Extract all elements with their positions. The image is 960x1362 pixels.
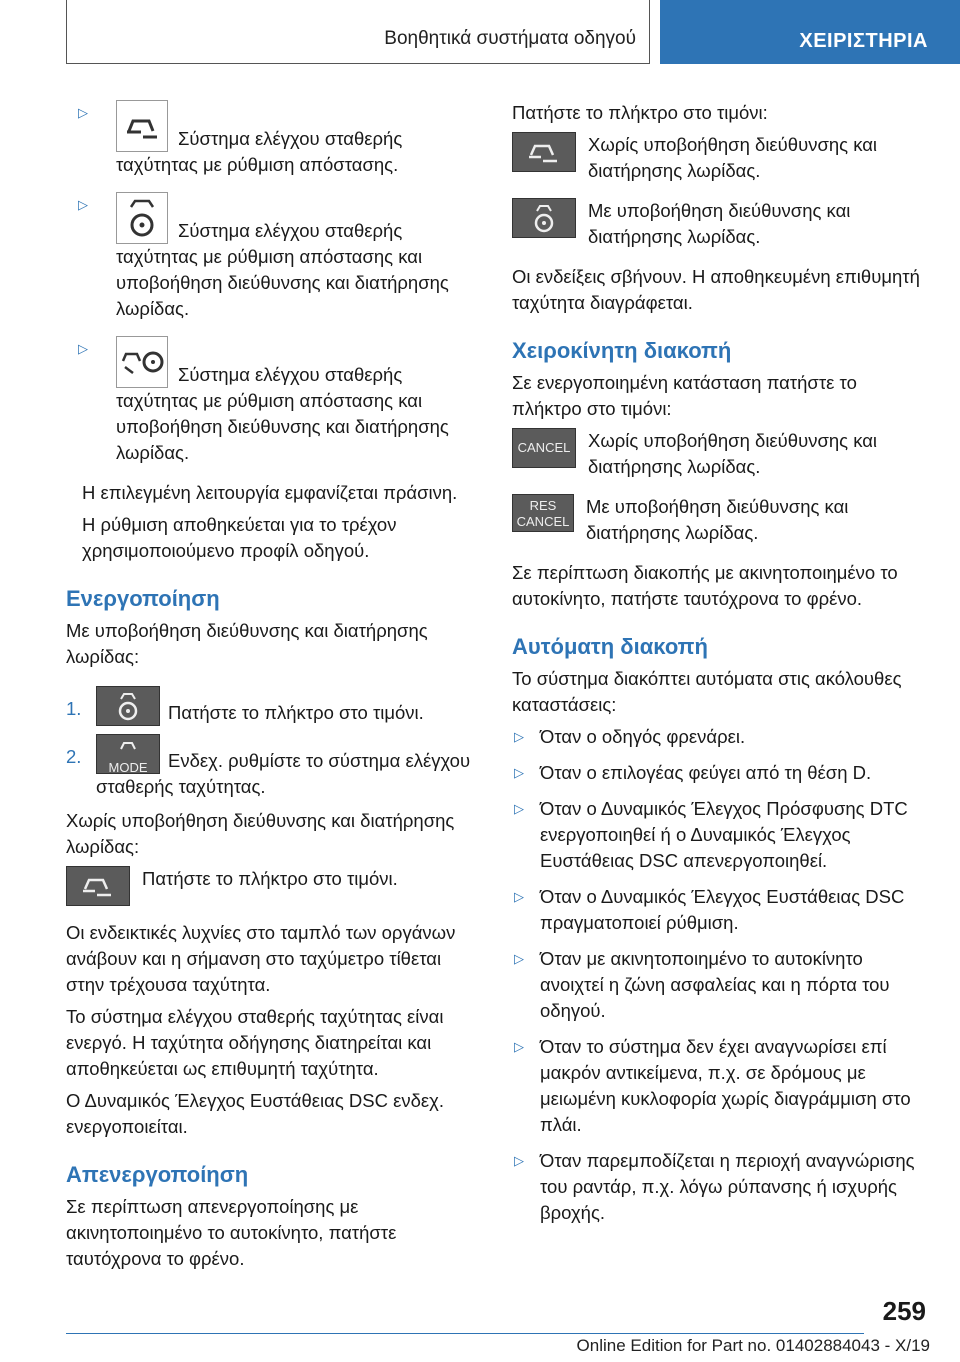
button-row	[512, 132, 928, 184]
mode-item	[66, 192, 480, 322]
res-cancel-button-icon	[512, 494, 574, 532]
button-row	[512, 198, 928, 250]
mode-item-text: Σύστημα ελέγχου σταθερής ταχύτητας με ρύθμιση απόστασης και υποβοήθηση διεύθυνσης και διατήρησης λωρίδας.	[116, 220, 449, 319]
distance-button-icon	[66, 866, 130, 906]
bullet-triangle-icon: ▷	[514, 889, 524, 904]
press-after: Οι ενδείξεις σβήνουν. Η αποθηκευμένη επιθυμητή ταχύτητα διαγράφεται.	[512, 266, 920, 313]
auto-item	[512, 946, 928, 1024]
left-column	[66, 100, 480, 1278]
chapter-tab[interactable]	[660, 0, 960, 64]
distance-button-icon	[512, 132, 576, 172]
deactivation-text: Σε περίπτωση απενεργοποίησης με ακινητοποιημένο το αυτοκίνητο, πατήστε ταυτόχρονα το φρένο.	[66, 1196, 397, 1269]
chapter-tab-label: ΧΕΙΡΙΣΤΗΡΙΑ	[799, 30, 928, 52]
selected-note: Η επιλεγμένη λειτουργία εμφανίζεται πράσινη.	[82, 482, 458, 503]
manual-heading: Χειροκίνητη διακοπή	[512, 338, 732, 363]
auto-item	[512, 724, 928, 750]
press-without-text: Χωρίς υποβοήθηση διεύθυνσης και διατήρησης λωρίδας.	[588, 134, 878, 181]
mode-item-text: Σύστημα ελέγχου σταθερής ταχύτητας με ρύθμιση απόστασης και υποβοήθηση διεύθυνσης και διατήρησης λωρίδας.	[116, 364, 449, 463]
deactivation-heading: Απενεργοποίηση	[66, 1162, 249, 1187]
step-item	[66, 686, 480, 726]
activation-para: Ο Δυναμικός Έλεγχος Ευστάθειας DSC ενδεχ. ενεργοποιείται.	[66, 1090, 444, 1137]
step-number: 1.	[66, 698, 82, 719]
bullet-triangle-icon: ▷	[514, 801, 524, 816]
button-row	[512, 428, 928, 480]
res-label: RES	[529, 498, 557, 513]
step-number: 2.	[66, 746, 82, 767]
bullet-triangle-icon: ▷	[514, 765, 524, 780]
manual-without-text: Χωρίς υποβοήθηση διεύθυνσης και διατήρησης λωρίδας.	[588, 430, 878, 477]
cancel-label: CANCEL	[517, 440, 571, 455]
mode-button-icon	[96, 734, 160, 774]
manual-intro: Σε ενεργοποιημένη κατάσταση πατήστε το πλήκτρο στο τιμόνι:	[512, 372, 857, 419]
auto-item-text: Όταν παρεμποδίζεται η περιοχή αναγνώρισης του ραντάρ, π.χ. λόγω ρύπανσης ή ισχυρής βροχής.	[540, 1150, 915, 1223]
edition-footer: Online Edition for Part no. 01402884043 - X/19	[576, 1336, 930, 1355]
auto-item-text: Όταν ο Δυναμικός Έλεγχος Πρόσφυσης DTC ενεργοποιηθεί ή ο Δυναμικός Έλεγχος Ευστάθειας DSC απενεργοποιηθεί.	[540, 798, 908, 871]
auto-item-text: Όταν ο οδηγός φρενάρει.	[540, 726, 746, 747]
auto-item	[512, 1148, 928, 1226]
bullet-triangle-icon: ▷	[514, 1039, 524, 1054]
activation-intro: Με υποβοήθηση διεύθυνσης και διατήρησης λωρίδας:	[66, 620, 428, 667]
mode-item	[66, 336, 480, 466]
press-with-text: Με υποβοήθηση διεύθυνσης και διατήρησης λωρίδας.	[588, 200, 851, 247]
auto-heading: Αυτόματη διακοπή	[512, 634, 708, 659]
activation-para: Οι ενδεικτικές λυχνίες στο ταμπλό των οργάνων ανάβουν και η σήμανση στο ταχύμετρο τίθεται στην τρέχουσα ταχύτητα.	[66, 922, 456, 995]
steering-button-icon	[96, 686, 160, 726]
button-row	[512, 494, 928, 546]
bullet-triangle-icon: ▷	[514, 1153, 524, 1168]
distance-steering-icon	[116, 336, 168, 388]
bullet-triangle-icon: ▷	[514, 729, 524, 744]
mode-label: MODE	[108, 760, 148, 775]
auto-item	[512, 796, 928, 874]
step-text: Ενδεχ. ρυθμίστε το σύστημα ελέγχου σταθερής ταχύτητας.	[96, 750, 471, 797]
without-assist-text: Πατήστε το πλήκτρο στο τιμόνι.	[142, 868, 398, 889]
section-title: Βοηθητικά συστήματα οδηγού	[384, 28, 636, 49]
saved-note: Η ρύθμιση αποθηκεύεται για το τρέχον χρησιμοποιούμενο προφίλ οδηγού.	[82, 514, 397, 561]
distance-control-icon	[116, 100, 168, 152]
manual-with-text: Με υποβοήθηση διεύθυνσης και διατήρησης λωρίδας.	[586, 496, 849, 543]
steering-assist-icon	[116, 192, 168, 244]
auto-item	[512, 760, 928, 786]
step-item	[66, 734, 480, 800]
press-intro: Πατήστε το πλήκτρο στο τιμόνι:	[512, 102, 768, 123]
mode-item	[66, 100, 480, 178]
step-text: Πατήστε το πλήκτρο στο τιμόνι.	[168, 702, 424, 723]
bullet-triangle-icon: ▷	[78, 341, 88, 356]
activation-para: Το σύστημα ελέγχου σταθερής ταχύτητας είναι ενεργό. Η ταχύτητα οδήγησης διατηρείται και αποθηκεύεται ως επιθυμητή ταχύτητα.	[66, 1006, 444, 1079]
button-row	[66, 866, 480, 906]
auto-item-text: Όταν με ακινητοποιημένο το αυτοκίνητο ανοιχτεί η ζώνη ασφαλείας και η πόρτα του οδηγού.	[540, 948, 890, 1021]
bullet-triangle-icon: ▷	[78, 105, 88, 120]
auto-intro: Το σύστημα διακόπτει αυτόματα στις ακόλουθες καταστάσεις:	[512, 668, 902, 715]
bullet-triangle-icon: ▷	[78, 197, 88, 212]
cancel-label: CANCEL	[516, 514, 570, 529]
page-number: 259	[882, 1296, 926, 1326]
cancel-button-icon	[512, 428, 576, 468]
manual-after: Σε περίπτωση διακοπής με ακινητοποιημένο το αυτοκίνητο, πατήστε ταυτόχρονα το φρένο.	[512, 562, 898, 609]
activation-heading: Ενεργοποίηση	[66, 586, 220, 611]
footer-divider	[66, 1333, 864, 1334]
right-column	[512, 100, 928, 1236]
auto-item	[512, 1034, 928, 1138]
bullet-triangle-icon: ▷	[514, 951, 524, 966]
without-assist-intro: Χωρίς υποβοήθηση διεύθυνσης και διατήρησης λωρίδας:	[66, 810, 455, 857]
mode-item-text: Σύστημα ελέγχου σταθερής ταχύτητας με ρύθμιση απόστασης.	[116, 128, 403, 175]
auto-item-text: Όταν το σύστημα δεν έχει αναγνωρίσει επί μακρόν αντικείμενα, π.χ. σε δρόμους με μειωμένη κυκλοφορία χωρίς διαγράμμιση στο πλάι.	[540, 1036, 911, 1135]
steering-button-icon	[512, 198, 576, 238]
auto-item-text: Όταν ο Δυναμικός Έλεγχος Ευστάθειας DSC πραγματοποιεί ρύθμιση.	[540, 886, 905, 933]
auto-item	[512, 884, 928, 936]
auto-item-text: Όταν ο επιλογέας φεύγει από τη θέση D.	[540, 762, 872, 783]
